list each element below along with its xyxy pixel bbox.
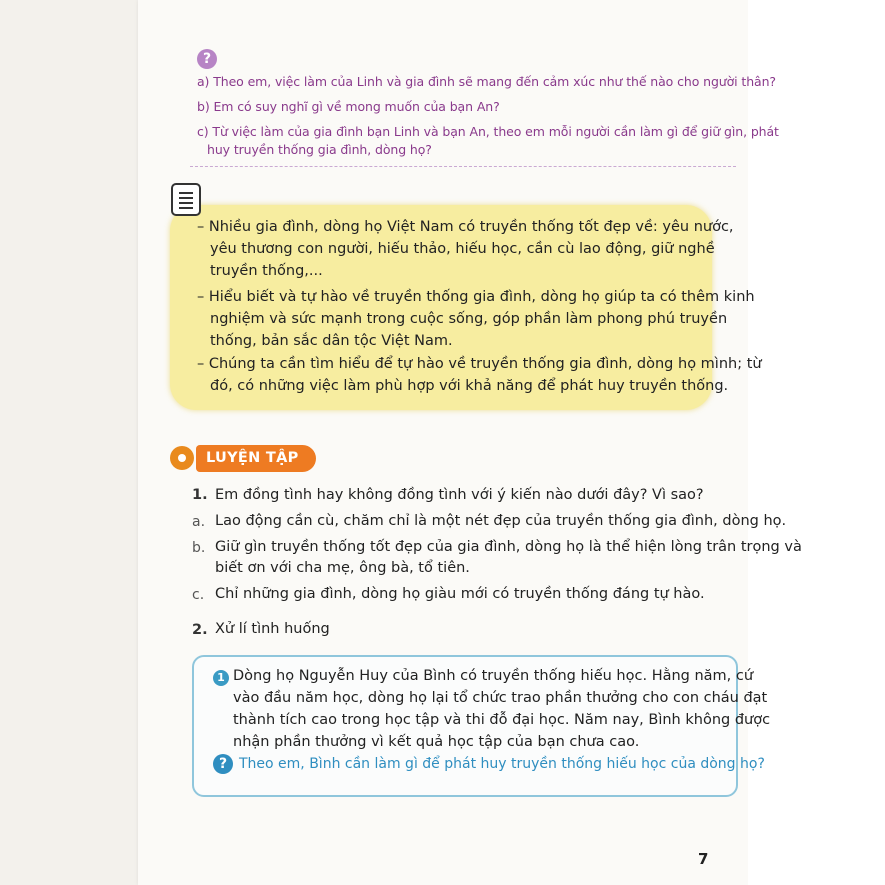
summary-line: đó, có những việc làm phù hợp với khả năng để phát huy truyền thống. (210, 378, 729, 394)
gear-icon (170, 446, 194, 470)
situation-line: vào đầu năm học, dòng họ lại tổ chức trao phần thưởng cho con cháu đạt (233, 690, 768, 706)
question-2-text: Xử lí tình huống (215, 621, 330, 637)
practice-title: LUYỆN TẬP (196, 445, 316, 472)
summary-line: truyền thống,... (210, 263, 323, 279)
option-a-letter: a. (192, 514, 206, 530)
summary-line: nghiệm và sức mạnh trong cuộc sống, góp phần làm phong phú truyền (210, 311, 728, 327)
situation-question: Theo em, Bình cần làm gì để phát huy truyền thống hiếu học của dòng họ? (239, 756, 765, 772)
summary-line: – Nhiều gia đình, dòng họ Việt Nam có truyền thống tốt đẹp về: yêu nước, (197, 219, 734, 235)
question-2-number: 2. (192, 622, 208, 638)
option-c-text: Chỉ những gia đình, dòng họ giàu mới có truyền thống đáng tự hào. (215, 586, 705, 602)
option-b-text: Giữ gìn truyền thống tốt đẹp của gia đình, dòng họ là thể hiện lòng trân trọng và (215, 539, 802, 555)
option-b-letter: b. (192, 540, 206, 556)
question-c: c) Từ việc làm của gia đình bạn Linh và bạn An, theo em mỗi người cần làm gì để giữ gìn, phát (197, 124, 779, 139)
summary-line: – Chúng ta cần tìm hiểu để tự hào về truyền thống gia đình, dòng họ mình; từ (197, 356, 762, 372)
option-a-text: Lao động cần cù, chăm chỉ là một nét đẹp của truyền thống gia đình, dòng họ. (215, 513, 787, 529)
question-b: b) Em có suy nghĩ gì về mong muốn của bạn An? (197, 99, 500, 114)
option-b-text-continued: biết ơn với cha mẹ, ông bà, tổ tiên. (215, 560, 470, 576)
situation-line: thành tích cao trong học tập và thi đỗ đại học. Năm nay, Bình không được (233, 712, 771, 728)
situation-number: 1 (213, 670, 229, 686)
question-1-number: 1. (192, 487, 208, 503)
question-icon: ? (213, 754, 233, 774)
summary-line: – Hiểu biết và tự hào về truyền thống gia đình, dòng họ giúp ta có thêm kinh (197, 289, 755, 305)
dashed-divider (190, 166, 736, 167)
option-c-letter: c. (192, 587, 205, 603)
notes-icon (171, 183, 201, 216)
situation-line: Dòng họ Nguyễn Huy của Bình có truyền thống hiếu học. Hằng năm, cứ (233, 668, 754, 684)
question-icon: ? (197, 49, 217, 69)
question-1-text: Em đồng tình hay không đồng tình với ý kiến nào dưới đây? Vì sao? (215, 487, 704, 503)
question-c-continued: huy truyền thống gia đình, dòng họ? (207, 142, 432, 157)
situation-line: nhận phần thưởng vì kết quả học tập của bạn chưa cao. (233, 734, 640, 750)
page-number: 7 (698, 850, 709, 868)
summary-line: thống, bản sắc dân tộc Việt Nam. (210, 333, 453, 349)
summary-line: yêu thương con người, hiếu thảo, hiếu học, cần cù lao động, giữ nghề (210, 241, 715, 257)
question-a: a) Theo em, việc làm của Linh và gia đình sẽ mang đến cảm xúc như thế nào cho người thân? (197, 74, 776, 89)
